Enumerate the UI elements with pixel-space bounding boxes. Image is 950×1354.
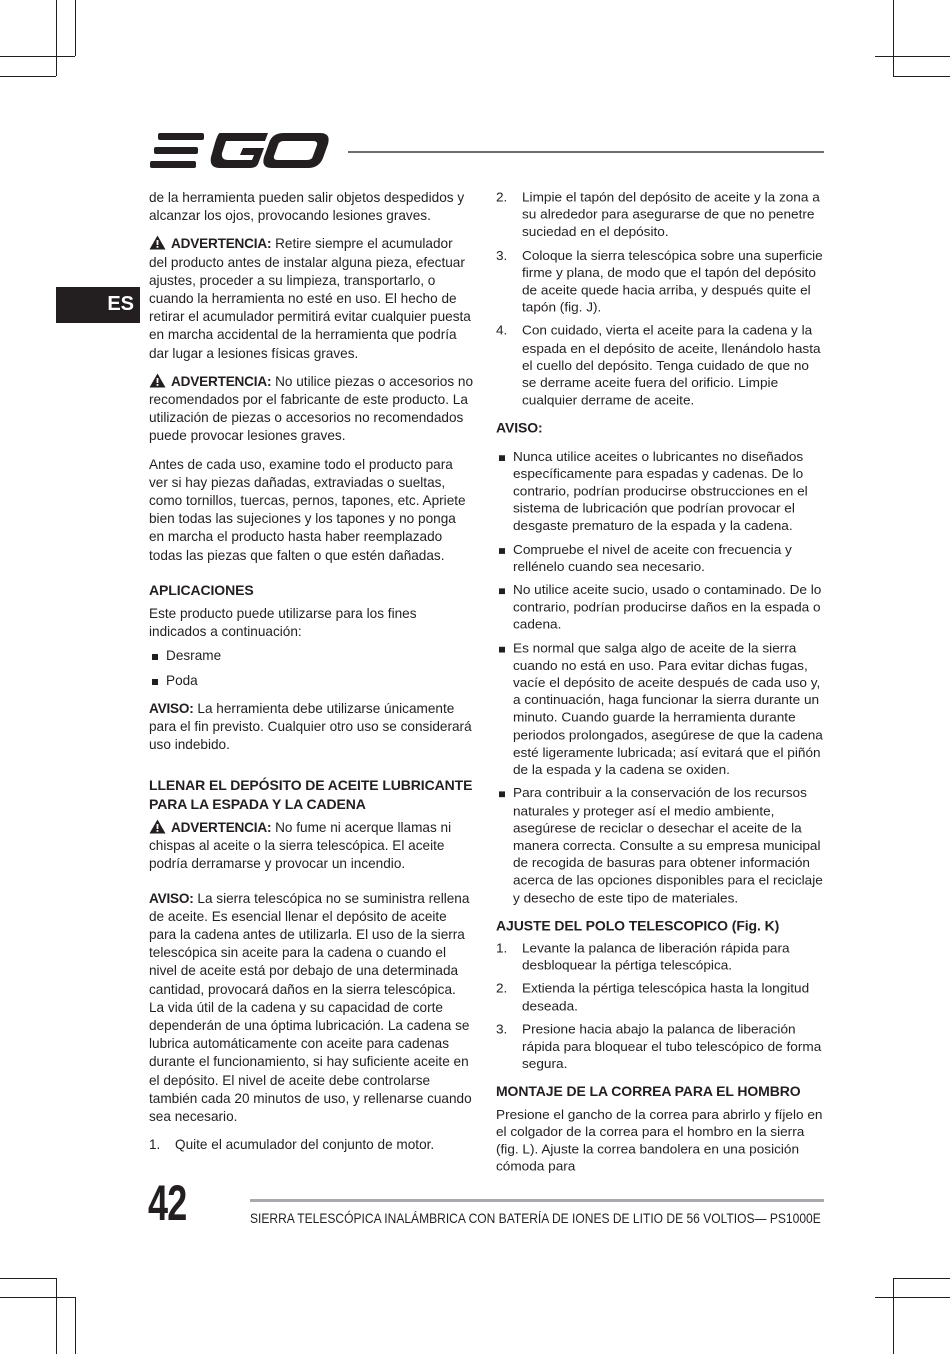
step-number: 1. <box>149 1137 161 1153</box>
notice-text: La herramienta debe utilizarse únicamente para el fin previsto. Cualquier otro uso se considerará uso indebido. <box>149 700 472 753</box>
list-item-text: Para contribuir a la conservación de los recursos naturales y proteger así el medio ambiente, asegúrese de reciclar o desechar el aceite de la manera correcta. Consulte a su empresa municipal de recogida de basuras para obtener información acerca de las opciones disponibles para el reciclaje y desecho de este tipo de materiales. <box>513 785 823 905</box>
notice-label: AVISO: <box>149 700 194 716</box>
intro-text: de la herramienta pueden salir objetos despedidos y alcanzar los ojos, provocando lesiones graves. <box>149 190 465 224</box>
bullet-icon <box>499 548 505 554</box>
warning-icon <box>149 819 166 834</box>
crop-mark <box>75 1297 76 1354</box>
step-item <box>496 323 824 410</box>
warning-paragraph <box>149 235 474 362</box>
bullet-icon <box>499 455 505 461</box>
warning-text: No fume ni acerque llamas ni chispas al aceite o la sierra telescópica. El aceite podría derramarse y provocar un incendio. <box>149 819 452 872</box>
section-heading: LLENAR EL DEPÓSITO DE ACEITE LUBRICANTE PARA LA ESPADA Y LA CADENA <box>149 777 473 812</box>
list-item <box>496 640 824 779</box>
crop-mark <box>893 1278 950 1279</box>
step-text: Levante la palanca de liberación rápida para desbloquear la pértiga telescópica. <box>522 940 790 973</box>
step-text: Presione hacia abajo la palanca de liberación rápida para bloquear el tubo telescópico de forma segura. <box>522 1021 822 1072</box>
list-item <box>149 672 474 690</box>
step-number: 2. <box>496 189 508 205</box>
step-number: 3. <box>496 248 508 263</box>
list-item-text: Desrame <box>166 648 222 664</box>
left-column <box>149 189 474 1164</box>
language-code: ES <box>107 293 134 315</box>
notice-list <box>496 448 824 907</box>
applications-intro: Este producto puede utilizarse para los fines indicados a continuación: <box>149 606 417 640</box>
step-item <box>496 940 824 975</box>
step-text: Coloque la sierra telescópica sobre una superficie firme y plana, de modo que el tapón del depósito de aceite quede hacia arriba, y después quite el tapón (fig. J). <box>522 248 823 315</box>
step-item <box>496 189 824 241</box>
crop-mark <box>75 0 76 56</box>
ego-logo <box>150 131 330 171</box>
list-item <box>496 448 824 535</box>
list-item-text: Compruebe el nivel de aceite con frecuencia y rellénelo cuando sea necesario. <box>513 542 792 574</box>
crop-mark <box>875 1297 950 1298</box>
warning-paragraph <box>149 819 474 874</box>
warning-icon <box>149 373 166 388</box>
warning-label: ADVERTENCIA: <box>171 373 272 389</box>
applications-list <box>149 647 474 689</box>
notice-paragraph <box>149 700 474 755</box>
list-item <box>496 541 824 576</box>
step-item <box>149 1136 474 1154</box>
bullet-icon <box>152 679 158 685</box>
footer-title: SIERRA TELESCÓPICA INALÁMBRICA CON BATERÍA DE IONES DE LITIO DE 56 VOLTIOS— PS1000E <box>250 1210 821 1226</box>
list-item-text: Poda <box>166 672 198 688</box>
step-text: Quite el acumulador del conjunto de motor. <box>175 1137 435 1153</box>
step-text: Extienda la pértiga telescópica hasta la longitud deseada. <box>522 981 810 1014</box>
bullet-icon <box>499 588 505 594</box>
list-item-text: Es normal que salga algo de aceite de la sierra cuando no está en uso. Para evitar dichas fugas, vacíe el depósito de aceite después de cada uso y, a continuación, haga funcionar la sierra durante un minuto. Cuando guarde la herramienta durante periodos prolongados, asegúrese de que la cadena esté ligeramente lubricada; así evitará que el piñón de la espada y la cadena se oxiden. <box>513 640 823 778</box>
list-item <box>149 647 474 665</box>
warning-label: ADVERTENCIA: <box>171 819 272 835</box>
warning-label: ADVERTENCIA: <box>171 236 272 252</box>
crop-mark <box>56 0 57 76</box>
section-heading: AJUSTE DEL POLO TELESCOPICO (Fig. K) <box>496 917 780 933</box>
crop-mark <box>893 1278 894 1354</box>
step-item <box>496 1021 824 1073</box>
right-column <box>496 189 824 1185</box>
header-rule <box>348 151 824 153</box>
notice-paragraph <box>149 890 474 1127</box>
step-number: 4. <box>496 323 508 338</box>
step-number: 3. <box>496 1021 508 1037</box>
inspection-text: Antes de cada uso, examine todo el producto para ver si hay piezas dañadas, extraviadas o sueltas, como tornillos, tuercas, pernos, tapones, etc. Apriete bien todas las sujeciones y los tapones y no ponga en marcha el producto hasta haber reemplazado todas las piezas que falten o que estén dañadas. <box>149 456 466 563</box>
step-text: Limpie el tapón del depósito de aceite y la zona a su alrededor para asegurarse de que no penetre suciedad en el depósito. <box>522 189 820 240</box>
bullet-icon <box>499 792 505 798</box>
crop-mark <box>56 1278 57 1354</box>
crop-mark <box>0 76 56 77</box>
steps-list <box>149 1136 474 1154</box>
step-number: 1. <box>496 940 508 956</box>
bullet-icon <box>499 646 505 652</box>
crop-mark <box>893 0 894 76</box>
crop-mark <box>0 1297 75 1298</box>
notice-heading: AVISO: <box>496 420 543 436</box>
step-number: 2. <box>496 981 508 996</box>
warning-text: Retire siempre el acumulador del producto antes de instalar alguna pieza, efectuar ajustes, proceder a su limpieza, transportarlo, o cuando la herramienta no esté en uso. El hecho de retirar el acumulador permitirá evitar cualquier puesta en marcha accidental de la herramienta que podría dar lugar a lesiones físicas graves. <box>149 236 471 361</box>
crop-mark <box>893 76 950 77</box>
section-heading: APLICACIONES <box>149 581 254 598</box>
step-item <box>496 247 824 317</box>
list-item-text: Nunca utilice aceites o lubricantes no diseñados específicamente para espadas y cadenas. De lo contrario, podrían producirse obstrucciones en el sistema de lubricación que podrían provocar el desgaste prematuro de la espada y la cadena. <box>513 449 808 534</box>
crop-mark <box>875 56 950 57</box>
step-item <box>496 980 824 1015</box>
page-number: 42 <box>148 1175 187 1231</box>
steps-list <box>496 189 824 410</box>
language-tab <box>56 287 140 323</box>
crop-mark <box>0 1278 56 1279</box>
notice-label: AVISO: <box>149 890 194 906</box>
warning-icon <box>149 235 166 250</box>
steps-list <box>496 940 824 1074</box>
crop-mark <box>0 56 75 57</box>
list-item-text: No utilice aceite sucio, usado o contaminado. De lo contrario, podrían producirse daños en la espada o cadena. <box>513 582 822 632</box>
list-item <box>496 582 824 634</box>
warning-paragraph <box>149 373 474 446</box>
footer-rule <box>250 1199 824 1202</box>
strap-text: Presione el gancho de la correa para abrirlo y fíjelo en el colgador de la correa para el hombro en la sierra (fig. L). Ajuste la correa bandolera en una posición cómoda para <box>496 1107 823 1174</box>
notice-text: La sierra telescópica no se suministra rellena de aceite. Es esencial llenar el depósito de aceite para la cadena antes de utilizarla. El uso de la sierra telescópica sin aceite para la cadena o cuando el nivel de aceite está por debajo de una determinada cantidad, provocará daños en la sierra telescópica. La vida útil de la cadena y su capacidad de corte dependerán de una óptima lubricación. La cadena se lubrica automáticamente con aceite para cadenas durante el funcionamiento, si hay suficiente aceite en el depósito. El nivel de aceite debe controlarse también cada 20 minutos de uso, y rellenarse cuando sea necesario. <box>149 890 472 1124</box>
warning-text: No utilice piezas o accesorios no recomendados por el fabricante de este producto. La utilización de piezas o accesorios no recomendados puede provocar lesiones graves. <box>149 373 474 444</box>
list-item <box>496 785 824 907</box>
step-text: Con cuidado, vierta el aceite para la cadena y la espada en el depósito de aceite, llenándolo hasta el cuello del depósito. Tenga cuidado de que no se derrame aceite fuera del orificio. Limpie cualquier derrame de aceite. <box>522 323 821 408</box>
section-heading: MONTAJE DE LA CORREA PARA EL HOMBRO <box>496 1083 801 1100</box>
bullet-icon <box>152 654 158 660</box>
